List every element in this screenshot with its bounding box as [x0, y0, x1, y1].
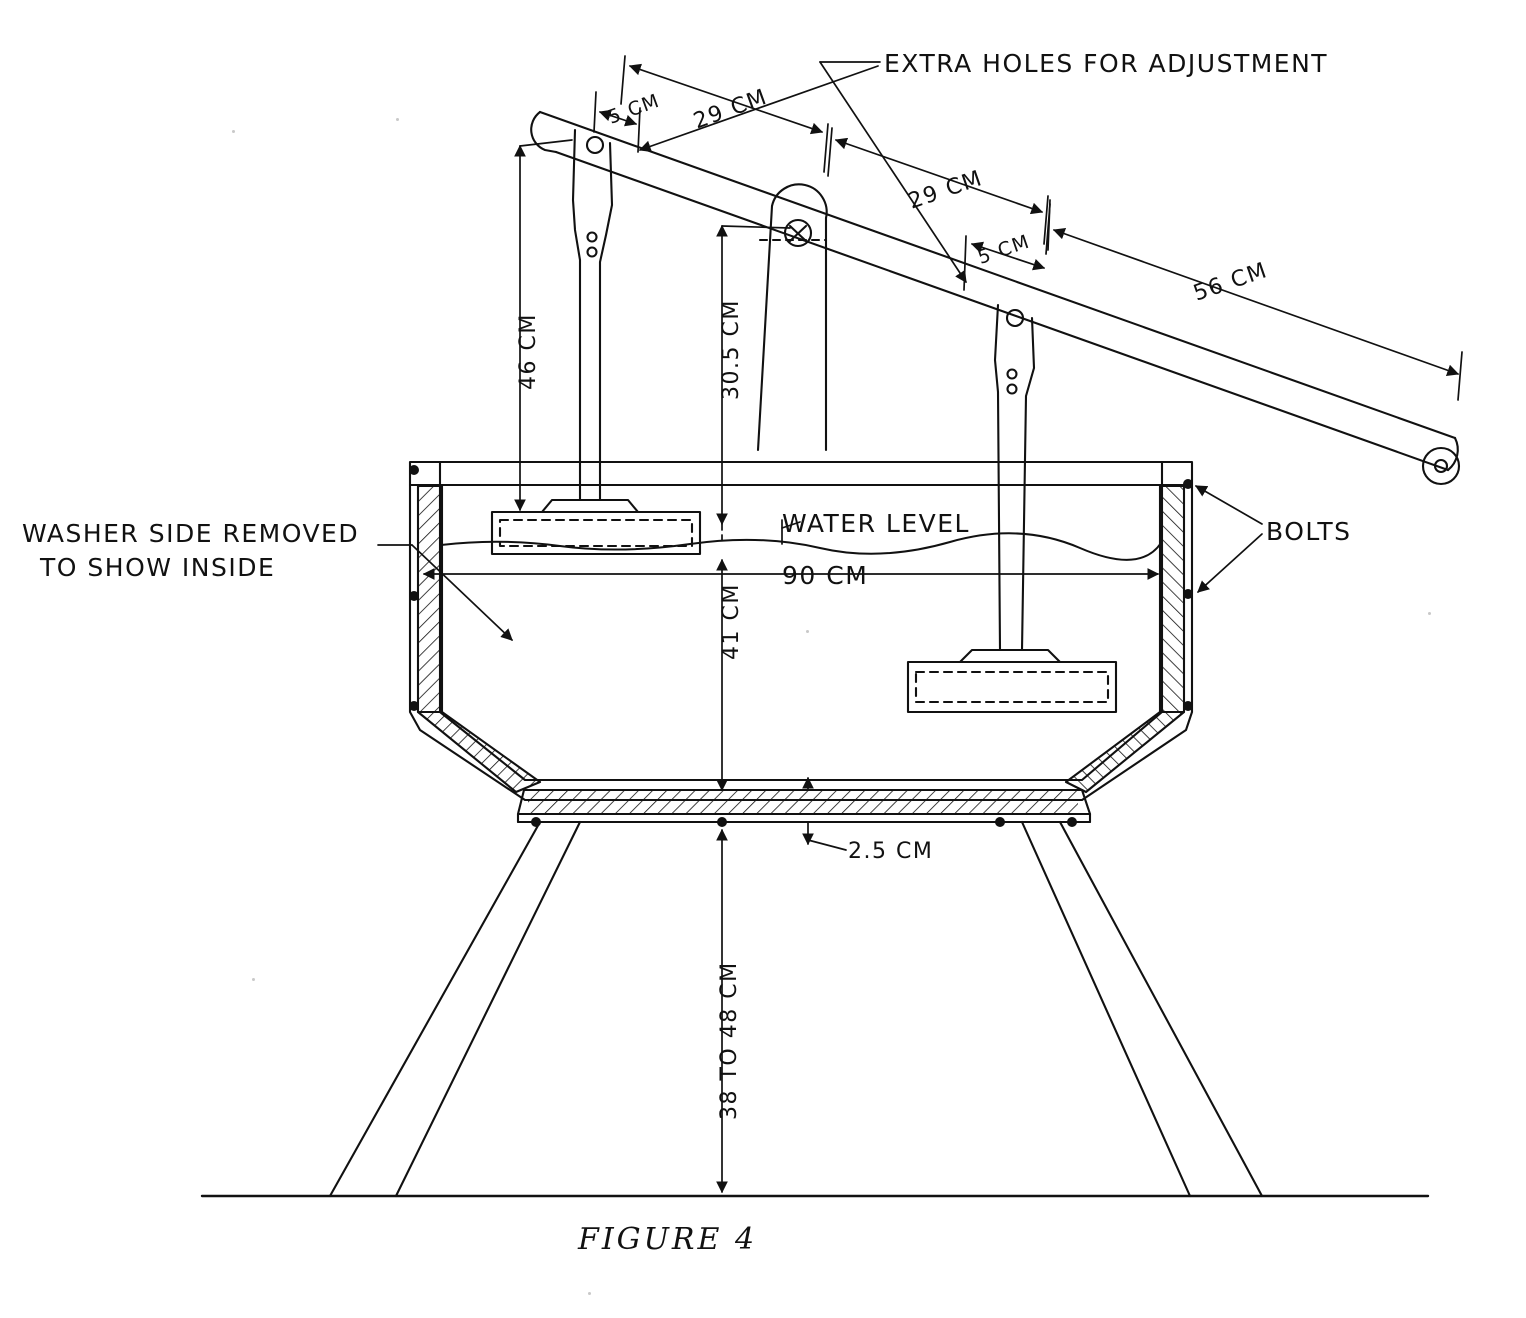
dimension-30-5cm: 30.5 CM [719, 299, 744, 400]
lever-arm [531, 112, 1459, 484]
scan-speck [232, 130, 235, 133]
dimension-2-5cm: 2.5 CM [848, 839, 934, 864]
scan-speck [588, 1292, 591, 1295]
dimension-lines [378, 56, 1462, 1192]
scan-speck [396, 118, 399, 121]
dimension-5cm-2: 5 CM [975, 230, 1034, 269]
annotation-washer-side-line1: WASHER SIDE REMOVED [22, 519, 360, 548]
dimension-46cm: 46 CM [516, 313, 541, 390]
scan-speck [806, 630, 809, 633]
dimension-90cm: 90 CM [782, 561, 869, 590]
annotation-washer-side-line2: TO SHOW INSIDE [40, 553, 276, 582]
middle-post-assembly [758, 184, 827, 450]
annotation-water-level: WATER LEVEL [782, 509, 970, 538]
dimension-41cm: 41 CM [719, 583, 744, 660]
annotation-extra-holes: EXTRA HOLES FOR ADJUSTMENT [884, 49, 1329, 78]
dimension-29cm-1: 29 CM [690, 84, 772, 135]
figure-caption: FIGURE 4 [578, 1222, 758, 1257]
stand-legs [202, 822, 1428, 1196]
dimension-29cm-2: 29 CM [905, 165, 987, 215]
dimension-56cm: 56 CM [1190, 257, 1272, 307]
dimension-stand-height: 38 TO 48 CM [717, 961, 742, 1120]
annotation-bolts: BOLTS [1266, 517, 1352, 546]
scan-speck [252, 978, 255, 981]
dimension-5cm-1: 5 CM [605, 89, 664, 129]
scan-speck [1428, 612, 1431, 615]
